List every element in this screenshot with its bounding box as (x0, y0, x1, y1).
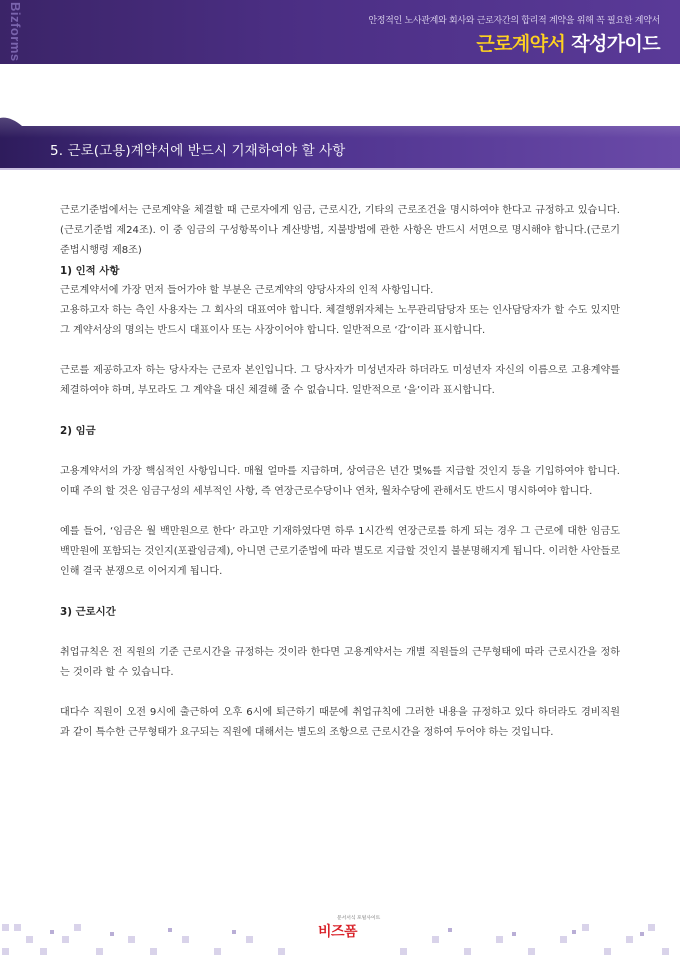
paragraph-personal-3: 근로를 제공하고자 하는 당사자는 근로자 본인입니다. 그 당사자가 미성년자라 하더라도 미성년자 자신의 이름으로 고용계약를 체결하여야 하며, 부모라도 그 계약을 대신 체결해 줄 수 없습니다. 일반적으로 ‘을’이라 표시합니다. (60, 365, 620, 396)
paragraph-personal-2: 고용하고자 하는 측인 사용자는 그 회사의 대표여야 합니다. 체결행위자체는 노무관리담당자 또는 인사담당자가 할 수도 있지만 그 계약서상의 명의는 반드시 대표이사 또는 사장이어야 합니다. 일반적으로 ‘갑’이라 표시합니다. (60, 305, 620, 336)
spacer (60, 341, 620, 361)
paragraph-wage-1: 고용계약서의 가장 핵심적인 사항입니다. 매월 얼마를 지급하며, 상여금은 년간 몇%를 지급할 것인지 등을 기입하여야 합니다. 이때 주의 할 것은 임금구성의 세부적인 사항, 즉 연장근로수당이나 연차, 월차수당에 관해서도 반드시 명시하여야 합니다. (60, 466, 620, 497)
section-heading-personal-info: 1) 인적 사항 (60, 265, 120, 277)
document-body (60, 201, 620, 743)
section-heading-wage: 2) 임금 (60, 425, 96, 437)
paragraph-personal-1: 근로계약서에 가장 먼저 들어가야 할 부분은 근로계약의 양당사자의 인적 사항입니다. (60, 285, 434, 296)
heading-wrap-wage (60, 421, 620, 441)
footer-tagline: 문서서식 포털사이트 (337, 916, 381, 921)
paragraph-hours-1: 취업규칙은 전 직원의 기준 근로시간을 규정하는 것이라 한다면 고용계약서는 개별 직원들의 근무형태에 따라 근로시간을 정하는 것이라 할 수 있습니다. (60, 647, 620, 678)
spacer (60, 683, 620, 703)
header-title (476, 29, 660, 56)
footer-logo: 비즈폼 (318, 924, 358, 940)
paragraph-wage-2: 예를 들어, ‘임금은 월 백만원으로 한다’ 라고만 기재하였다면 하루 1시간씩 연장근로를 하게 되는 경우 그 근로에 대한 임금도 백만원에 포함되는 것인지(포괄임금제), 아니면 근로기준법에 따라 별도로 지급할 것인지 불분명해지게 됩니다. 이러한 사안들로 인해 결국 분쟁으로 이어지게 됩니다. (60, 526, 620, 577)
heading-wrap-hours (60, 602, 620, 622)
section-title: 5. 근로(고용)계약서에 반드시 기재하여야 할 사항 (50, 143, 346, 159)
section-heading-working-hours: 3) 근로시간 (60, 606, 116, 618)
brand-watermark: Bizforms (8, 2, 23, 62)
spacer (60, 502, 620, 522)
header-title-highlight: 근로계약서 (476, 33, 566, 55)
header-tagline: 안정적인 노사관계와 회사와 근로자간의 합리적 계약을 위해 꼭 필요한 계약서 (368, 16, 660, 26)
header-title-rest: 작성가이드 (571, 33, 660, 55)
paragraph-hours-2: 대다수 직원이 오전 9시에 출근하여 오후 6시에 퇴근하기 때문에 취업규칙에 그러한 내용을 규정하고 있다 하더라도 경비직원 과 같이 특수한 근무형태가 요구되는 직원에 대해서는 별도의 조항으로 근로시간을 정하여 두어야 하는 것입니다. (60, 707, 620, 738)
section-banner (0, 116, 680, 174)
page-header (0, 0, 680, 64)
intro-paragraph: 근로기준법에서는 근로계약을 체결할 때 근로자에게 임금, 근로시간, 기타의 근로조건을 명시하여야 한다고 규정하고 있습니다.(근로기준법 제24조). 이 중 임금의 구성항목이나 계산방법, 지불방법에 관한 사항은 반드시 서면으로 명시해야 합니다.(근로기준법시행령 제8조) (60, 205, 620, 256)
